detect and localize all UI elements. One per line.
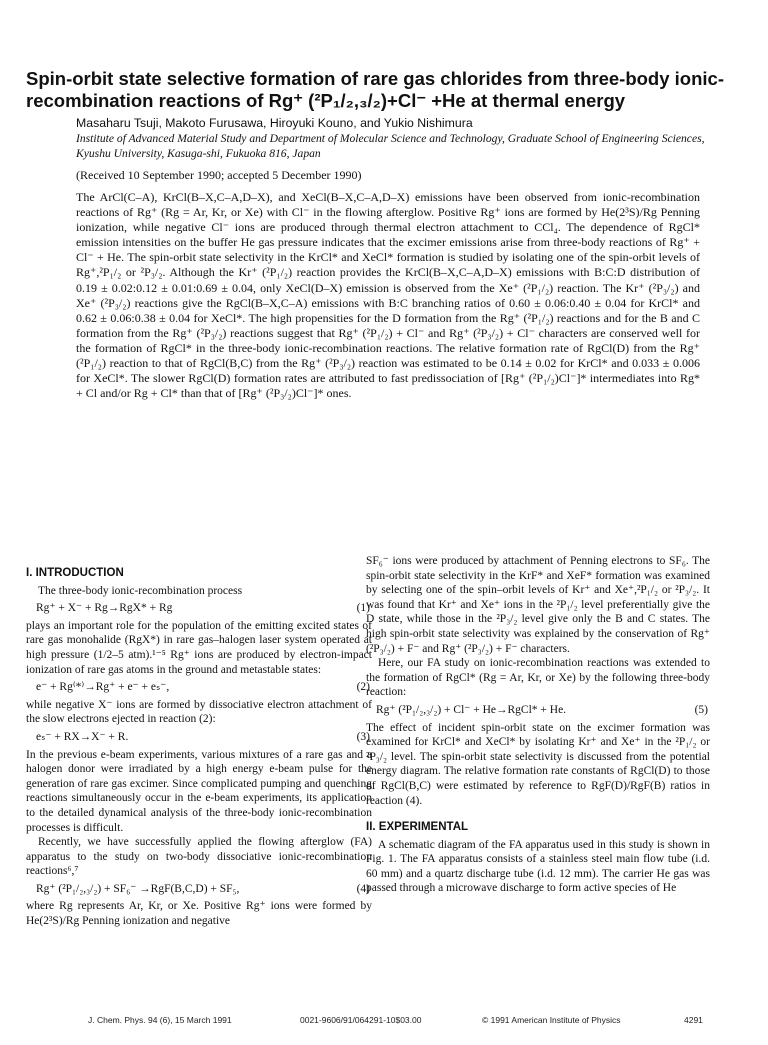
equation-number: (2) (356, 681, 370, 694)
received-dates: (Received 10 September 1990; accepted 5 December 1990) (76, 168, 362, 182)
page-number: 4291 (684, 1015, 703, 1025)
equation-number: (5) (694, 703, 708, 716)
equation-number: (4) (356, 882, 370, 895)
paragraph: Recently, we have successfully applied the flowing afterglow (FA) apparatus to the study on two-body dissociative ionic-recombination reactions⁶,⁷ (26, 836, 372, 878)
paragraph: The effect of incident spin-orbit state on the excimer formation was examined for KrCl* and XeCl* by isolating Kr⁺ and Xe⁺ in the ²P₁/₂ or ²P₃/₂ level. The spin-orbit state selectivity is discussed from the potential energy diagram. The relative formation rate constants of RgCl(D) to those of RgCl(B,C) were estimated by reference to RgF(D)/RgF(B) ratios in reaction (4). (366, 721, 710, 807)
abstract-text: The ArCl(C–A), KrCl(B–X,C–A,D–X), and XeCl(B–X,C–A,D–X) emissions have been observed from ionic-recombination reactions of Rg⁺ (Rg = Ar, Kr, or Xe) with Cl⁻ in the flowing afterglow. Positive Rg⁺ ions are formed by He(2³S)/Rg Penning ionization, while negative Cl⁻ ions are produced through thermal electron attachment to CCl₄. The dependence of RgCl* emission intensities on the buffer He gas pressure indicates that the excimer emissions arise from three-body reactions of Rg⁺ + Cl⁻ + He. The spin-orbit state selectivity in the KrCl* and XeCl* formation is studied by isolating one of the spin-orbit levels of Rg⁺,²P₁/₂ or ²P₃/₂. Although the Kr⁺ (²P₁/₂) reaction provides the KrCl(B–X,C–A,D–X) emissions with B:C:D distribution of 0.19 ± 0.02:0.12 ± 0.01:0.69 ± 0.04, only XeCl(D–X) emission is observed from the Xe⁺ (²P₁/₂) reaction. The Kr⁺ (²P₃/₂) and Xe⁺ (²P₃/₂) reactions give the RgCl(B–X,C–A) emissions with B:C branching ratios of 0.60 ± 0.06:0.40 ± 0.04 for KrCl* and 0.62 ± 0.06:0.38 ± 0.04 for XeCl*. The high propensities for the D formation from the Rg⁺ (²P₁/₂) reactions and for the B and C formation from the Rg⁺ (²P₃/₂) reactions suggest that Rg⁺ (²P₁/₂) + Cl⁻ and Rg⁺ (²P₃/₂) + Cl⁻ characters are conserved well for the formation of RgCl* in the three-body ionic-recombination reactions. The relative formation rate of RgCl(D) from the Rg⁺ (²P₁/₂) reaction to that of RgCl(B,C) from the Rg⁺ (²P₃/₂) reaction was estimated to be 0.14 ± 0.02 for KrCl* and 0.033 ± 0.006 for XeCl*. The slower RgCl(D) formation rates are attributed to fast predissociation of [Rg⁺ (²P₁/₂)Cl⁻]* intermediates into Rg* + Cl and/or Rg + Cl* than that of [Rg⁺ (²P₃/₂)Cl⁻]* ones. (76, 190, 700, 401)
journal-citation: J. Chem. Phys. 94 (6), 15 March 1991 (88, 1015, 232, 1025)
equation-text: e⁻ + Rg⁽*⁾→Rg⁺ + e⁻ + eₛ⁻, (36, 681, 170, 694)
paragraph: plays an important role for the population of the emitting excited states of rare gas monohalide (RgX*) in rare gas–halogen laser system operated at high pressure (1/2–5 atm).¹⁻⁵ Rg⁺ ions are produced by electron-impact ionization of rare gas atoms in the ground and metastable states: (26, 619, 372, 676)
author-list: Masaharu Tsuji, Makoto Furusawa, Hiroyuki Kouno, and Yukio Nishimura (76, 116, 473, 130)
article-title: Spin-orbit state selective formation of rare gas chlorides from three-body ionic-recombination reactions of Rg⁺ (²P₁/₂,₃/₂)+Cl⁻ +He at thermal energy (26, 68, 724, 111)
copyright: © 1991 American Institute of Physics (482, 1015, 621, 1025)
equation-text: Rg⁺ (²P₁/₂,₃/₂) + Cl⁻ + He→RgCl* + He. (376, 703, 567, 716)
equation-4 (26, 882, 372, 897)
article-code: 0021-9606/91/064291-10$03.00 (300, 1015, 422, 1025)
paragraph: SF₆⁻ ions were produced by attachment of Penning electrons to SF₆. The spin-orbit state selectivity in the KrF* and XeF* formation was examined by selecting one of the spin–orbit levels of Kr⁺ and Xe⁺,²P₁/₂ or ²P₃/₂. It was found that Kr⁺ and Xe⁺ ions in the ²P₁/₂ level preferentially give the D state, while those in the ²P₃/₂ level give only the B and C states. The high spin-orbit state selectivity was explained by the conservation of Rg⁺ (²P₃/₂) + F⁻ and Rg⁺ (²P₃/₂) + F⁻ characters. (366, 555, 710, 655)
paragraph: The three-body ionic-recombination process (38, 584, 243, 597)
paragraph: where Rg represents Ar, Kr, or Xe. Positive Rg⁺ ions were formed by He(2³S)/Rg Penning ionization and negative (26, 900, 372, 928)
affiliation: Institute of Advanced Material Study and Department of Molecular Science and Technology, Graduate School of Engineering Sciences, Kyushu University, Kasuga-shi, Fukuoka 816, Japan (76, 132, 705, 160)
paragraph: A schematic diagram of the FA apparatus used in this study is shown in Fig. 1. The FA apparatus consists of a stainless steel main flow tube (i.d. 60 mm) and a quartz discharge tube (i.d. 12 mm). The carrier He gas was passed through a microwave discharge to form active species of He (366, 838, 710, 895)
equation-number: (1) (356, 602, 370, 615)
equation-2 (26, 680, 372, 695)
abstract (76, 190, 700, 401)
equation-number: (3) (356, 730, 370, 743)
right-column (366, 554, 710, 896)
paragraph: Here, our FA study on ionic-recombination reactions was extended to the formation of RgCl* (Rg = Ar, Kr, or Xe) by the following three-body reaction: (366, 657, 710, 699)
equation-3 (26, 730, 372, 745)
equation-text: Rg⁺ (²P₁/₂,₃/₂) + SF₆⁻ →RgF(B,C,D) + SF₅, (36, 882, 240, 895)
paragraph: In the previous e-beam experiments, various mixtures of a rare gas and a halogen donor were irradiated by a high energy e-beam pulse for the generation of rare gas excimer. Since complicated pumping and quenching reactions simultaneously occur in the e-beam experiments, its application to the detailed dynamical analysis of the three-body ionic-recombination processes is difficult. (26, 748, 372, 834)
equation-text: eₛ⁻ + RX→X⁻ + R. (36, 730, 129, 743)
section-heading-introduction: I. INTRODUCTION (26, 567, 124, 579)
section-heading-experimental: II. EXPERIMENTAL (366, 821, 469, 834)
equation-5 (366, 703, 710, 718)
left-column (26, 566, 372, 929)
paragraph: while negative X⁻ ions are formed by dissociative electron attachment of the slow electrons ejected in reaction (2): (26, 698, 372, 726)
equation-text: Rg⁺ + X⁻ + Rg→RgX* + Rg (36, 602, 173, 615)
equation-1 (26, 601, 372, 616)
